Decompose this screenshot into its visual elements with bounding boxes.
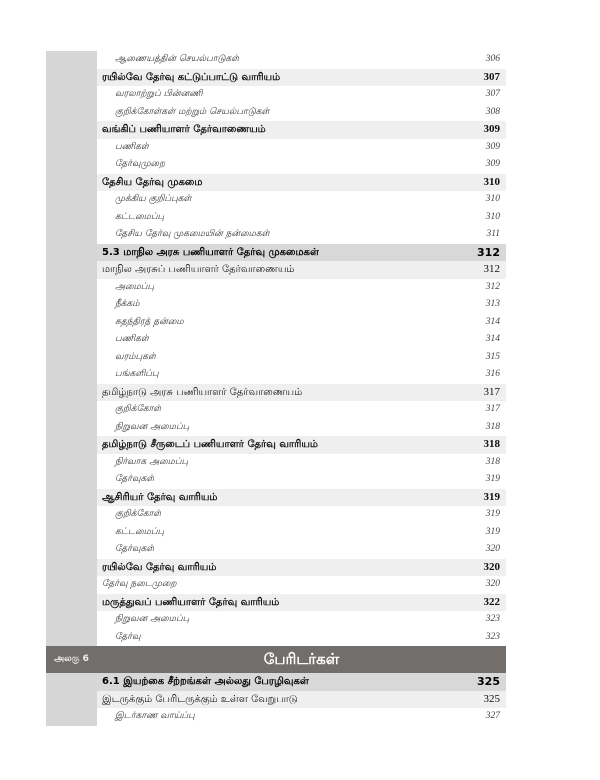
toc-page-number: 310 [483,175,500,188]
toc-page-number: 309 [485,141,500,152]
toc-entry-label: தேர்வு [115,631,141,642]
toc-entry-label: 6.1 இயற்கை சீற்றங்கள் அல்லது பேரழிவுகள் [102,676,309,687]
toc-entry-label: குறிக்கோள்கள் மற்றும் செயல்பாடுகள் [115,106,270,117]
toc-entry-label: தமிழ்நாடு அரசு பணியாளர் தேர்வாணையம் [102,386,303,398]
toc-entry-label: நிறுவன அமைப்பு [115,614,190,624]
toc-entry-label: தேசிய தேர்வு முகமை [102,176,203,188]
toc-entry-label: கட்டமைப்பு [115,211,165,222]
toc-entry-row[interactable] [97,191,506,209]
toc-page-number: 322 [483,595,500,608]
toc-page-number: 312 [485,281,500,292]
toc-entry-row[interactable] [97,51,506,69]
toc-page-number: 317 [483,385,500,398]
toc-page-number: 325 [477,675,500,688]
unit-header-bar [46,646,506,673]
toc-entry-label: தேர்வு நடைமுறை [102,579,177,589]
toc-page-number: 320 [485,579,500,589]
toc-entry-label: குறிக்கோள் [115,509,162,519]
toc-heading-row[interactable] [97,174,506,192]
toc-page-number: 320 [483,560,500,573]
toc-entry-label: நிர்வாக அமைப்பு [115,456,189,467]
toc-entry-label: முக்கிய குறிப்புகள் [115,194,192,204]
toc-section-row[interactable] [97,673,506,691]
toc-page-number: 323 [485,614,500,624]
toc-page-number: 312 [477,245,500,259]
toc-entry-row[interactable] [97,209,506,227]
toc-entry-row[interactable] [97,349,506,367]
toc-entry-row[interactable] [97,471,506,489]
toc-entry-row[interactable] [97,401,506,419]
toc-page-number: 319 [485,526,500,537]
toc-entry-row[interactable] [97,226,506,244]
toc-entry-label: மருத்துவப் பணியாளர் தேர்வு வாரியம் [102,596,280,608]
toc-entry-label: வரம்புகள் [115,351,157,362]
toc-page-number: 311 [486,229,500,239]
toc-page-number: 325 [483,692,500,705]
toc-entry-label: இடர்காண வாய்ப்பு [115,711,195,721]
toc-entry-label: பங்களிப்பு [115,369,159,379]
toc-sidebar [46,51,97,646]
toc-entry-row[interactable] [97,506,506,524]
toc-page-number: 314 [485,334,500,344]
toc-entry-row[interactable] [97,331,506,349]
toc-entry-label: அமைப்பு [115,281,155,292]
toc-entry-row[interactable] [97,419,506,437]
toc-entry-label: தேசிய தேர்வு முகமையின் நன்மைகள் [115,229,270,239]
toc-page-number: 327 [485,711,500,721]
toc-page-number: 319 [485,509,500,519]
toc-entry-row[interactable] [97,139,506,157]
toc-entry-label: கட்டமைப்பு [115,526,165,537]
toc-entry-label: இடருக்கும் பேரிடருக்கும் உள்ள வேறுபாடு [102,693,298,705]
toc-entry-label: ஆணையத்தின் செயல்பாடுகள் [115,54,240,64]
toc-heading-row[interactable] [97,384,506,402]
toc-page-number: 310 [485,194,500,204]
toc-entry-row[interactable] [97,86,506,104]
toc-entry-label: பணிகள் [115,141,149,152]
toc-entry-row[interactable] [97,576,506,594]
toc-page-number: 316 [485,369,500,379]
toc-entry-label: ரயில்வே தேர்வு வாரியம் [102,561,217,573]
toc-entry-row[interactable] [97,611,506,629]
toc-entry-row[interactable] [97,366,506,384]
toc-entry-label: வரலாற்றுப் பின்னணி [115,89,203,99]
toc-page-number: 319 [485,474,500,484]
toc-heading-row[interactable] [97,691,506,709]
toc-block-unit-6 [46,673,506,726]
toc-section-row[interactable] [97,244,506,262]
toc-entry-label: ஆசிரியர் தேர்வு வாரியம் [102,491,218,503]
toc-entry-label: தேர்வுகள் [115,474,155,484]
toc-entry-row[interactable] [97,314,506,332]
toc-entry-label: தேர்வுகள் [115,544,155,554]
toc-entry-row[interactable] [97,541,506,559]
toc-entry-row[interactable] [97,156,506,174]
toc-page-number: 323 [485,631,500,642]
toc-entry-row[interactable] [97,629,506,647]
toc-page-number: 306 [485,54,500,64]
toc-page-number: 310 [485,211,500,222]
toc-entry-label: மாநில அரசுப் பணியாளர் தேர்வாணையம் [102,264,295,275]
toc-page-number: 320 [485,544,500,554]
toc-page-number: 319 [483,490,500,503]
toc-entry-label: சுதந்திரத் தன்மை [115,316,184,327]
toc-page-number: 313 [485,299,500,309]
toc-heading-row[interactable] [97,594,506,612]
toc-heading-row[interactable] [97,436,506,454]
toc-entry-label: குறிக்கோள் [115,404,162,414]
toc-page-number: 318 [485,456,500,467]
toc-entry-row[interactable] [97,708,506,726]
toc-heading-row[interactable] [97,489,506,507]
toc-entry-row[interactable] [97,454,506,472]
toc-heading-row[interactable] [97,121,506,139]
toc-entry-label: தமிழ்நாடு சீருடைப் பணியாளர் தேர்வு வாரியம் [102,439,318,450]
toc-entry-label: நீக்கம் [115,299,140,309]
toc-page-number: 315 [485,351,500,362]
toc-entry-row[interactable] [97,104,506,122]
toc-entry-label: 5.3 மாநில அரசு பணியாளர் தேர்வு முகமைகள் [102,246,319,258]
toc-page-number: 308 [485,106,500,117]
toc-rows [97,51,506,646]
unit-tag: அலகு 6 [54,654,89,664]
toc-rows [97,673,506,726]
toc-entry-label: நிறுவன அமைப்பு [115,421,190,432]
toc-entry-row[interactable] [97,296,506,314]
toc-heading-row[interactable] [97,69,506,87]
table-of-contents [46,51,506,726]
toc-page-number: 317 [485,404,500,414]
toc-page-number: 318 [483,438,500,450]
toc-page-number: 318 [485,421,500,432]
toc-entry-label: தேர்வுமுறை [115,159,166,169]
toc-heading-row[interactable] [97,261,506,279]
toc-page-number: 309 [483,123,500,135]
toc-block-unit-5 [46,51,506,646]
toc-entry-row[interactable] [97,279,506,297]
unit-title: பேரிடர்கள் [263,649,340,668]
toc-entry-label: ரயில்வே தேர்வு கட்டுப்பாட்டு வாரியம் [102,71,281,83]
toc-entry-label: பணிகள் [115,334,149,344]
toc-page-number: 309 [485,159,500,169]
toc-entry-row[interactable] [97,524,506,542]
toc-heading-row[interactable] [97,559,506,577]
toc-entry-label: வங்கிப் பணியாளர் தேர்வாணையம் [102,124,266,135]
toc-sidebar [46,673,97,726]
toc-page-number: 307 [483,70,500,83]
toc-page-number: 312 [483,263,500,275]
toc-page-number: 314 [485,316,500,327]
toc-page-number: 307 [485,89,500,99]
